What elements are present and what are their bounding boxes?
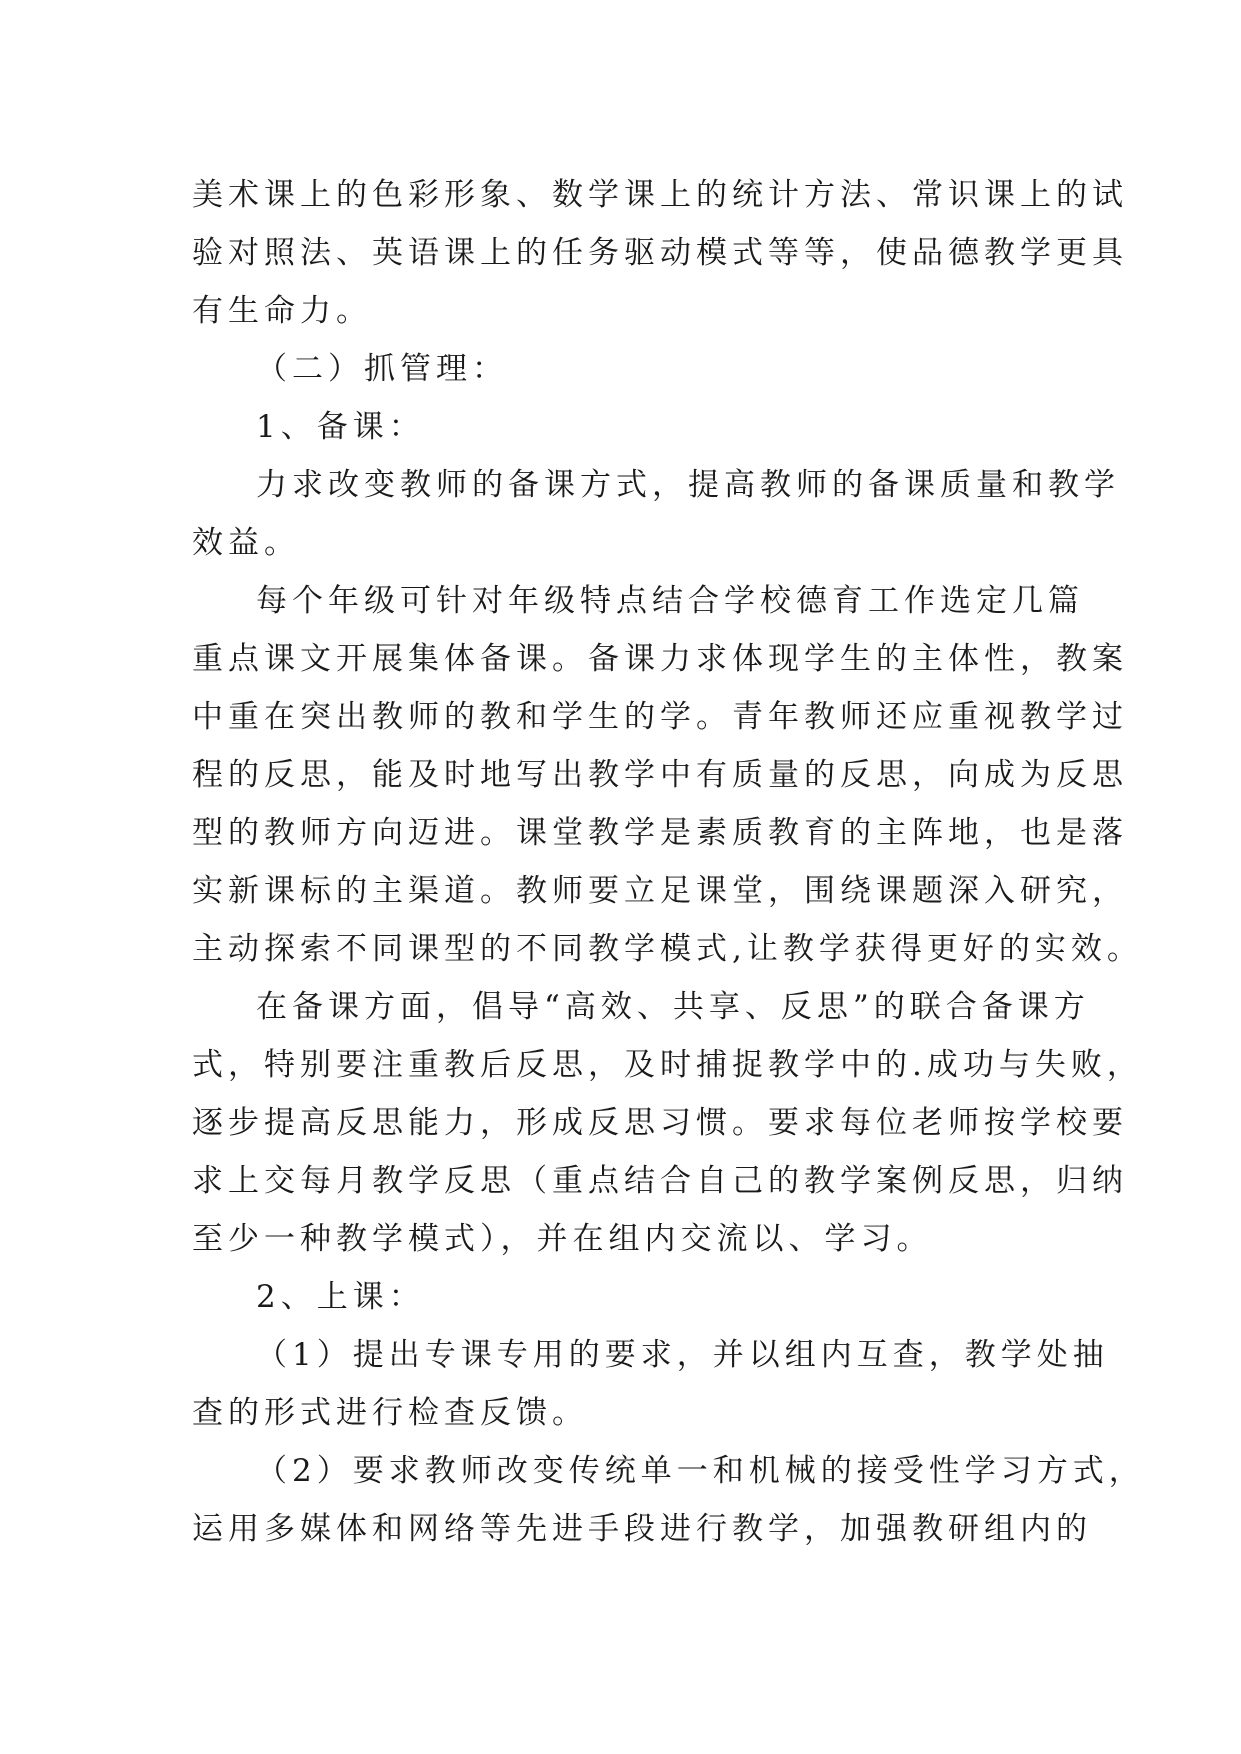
text-line: 效益。 [192, 525, 300, 561]
subsection-heading: 1、备课： [256, 409, 425, 445]
text-line: 至少一种教学模式），并在组内交流以、学习。 [192, 1221, 933, 1257]
text-line: 中重在突出教师的教和学生的学。青年教师还应重视教学过 [192, 699, 1128, 735]
text-line: 式，特别要注重教后反思，及时捕捉教学中的.成功与失败， [192, 1047, 1143, 1083]
text-line: 美术课上的色彩形象、数学课上的统计方法、常识课上的试 [192, 177, 1128, 213]
text-line: 主动探索不同课型的不同教学模式,让教学获得更好的实效。 [192, 931, 1143, 967]
text-line: 每个年级可针对年级特点结合学校德育工作选定几篇 [256, 583, 1084, 619]
text-line: 力求改变教师的备课方式，提高教师的备课质量和教学 [256, 467, 1120, 503]
text-line: 查的形式进行检查反馈。 [192, 1395, 588, 1431]
text-line: 求上交每月教学反思（重点结合自己的教学案例反思，归纳 [192, 1163, 1128, 1199]
text-line: 型的教师方向迈进。课堂教学是素质教育的主阵地，也是落 [192, 815, 1128, 851]
text-line: 验对照法、英语课上的任务驱动模式等等，使品德教学更具 [192, 235, 1128, 271]
text-line: 重点课文开展集体备课。备课力求体现学生的主体性，教案 [192, 641, 1128, 677]
subsection-heading: 2、上课： [256, 1279, 425, 1315]
text-line: 在备课方面，倡导“高效、共享、反思”的联合备课方 [256, 989, 1090, 1025]
text-line: 运用多媒体和网络等先进手段进行教学，加强教研组内的 [192, 1511, 1092, 1547]
text-line: （1）提出专课专用的要求，并以组内互查，教学处抽 [256, 1337, 1109, 1373]
text-line: 实新课标的主渠道。教师要立足课堂，围绕课题深入研究， [192, 873, 1128, 909]
text-line: 程的反思，能及时地写出教学中有质量的反思，向成为反思 [192, 757, 1128, 793]
text-line: （2）要求教师改变传统单一和机械的接受性学习方式， [256, 1453, 1145, 1489]
text-line: 有生命力。 [192, 293, 372, 329]
section-heading: （二）抓管理： [256, 351, 508, 387]
text-line: 逐步提高反思能力，形成反思习惯。要求每位老师按学校要 [192, 1105, 1128, 1141]
